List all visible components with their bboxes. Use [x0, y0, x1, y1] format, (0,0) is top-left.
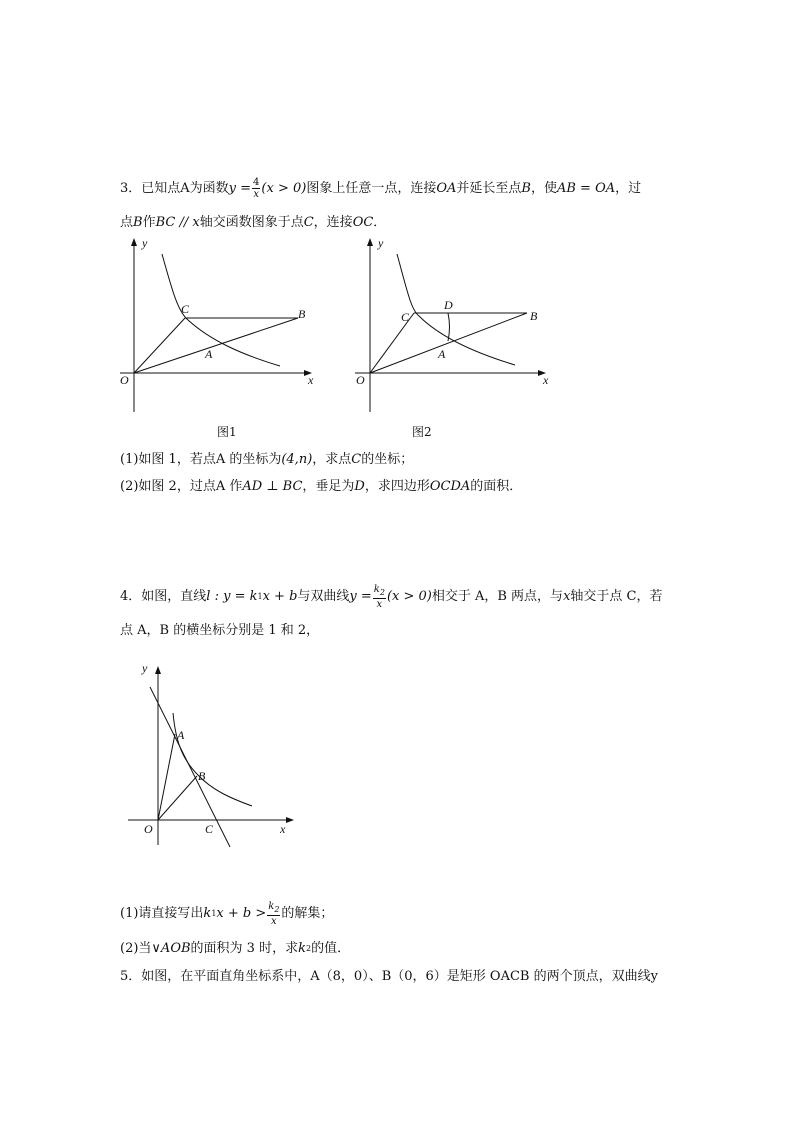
- fig2-label-y: y: [378, 236, 384, 250]
- p4-x-arrow: [286, 817, 294, 823]
- p3-line1: 3． 已知点A为函数 y = $\frac{4}{x}$ (x > 0) 图象上任意一点，连接 OA 并延长至点 B ，使 AB = OA ，过: [120, 177, 642, 200]
- p4-label-C: C: [205, 822, 214, 836]
- p3-question2: (2)如图 2，过点A 作 AD ⊥ BC ，垂足为 D ，求四边形 OCDA 的面积．: [120, 479, 523, 494]
- p4-label-y: y: [142, 661, 148, 675]
- fig2-segment-OB: [370, 313, 527, 373]
- p4-segment-OB: [158, 776, 197, 820]
- fig1-caption: 图1: [217, 425, 237, 439]
- fig2-segment-AD: [448, 313, 450, 341]
- p4-figure: [120, 655, 305, 855]
- fig1-label-x: x: [308, 373, 314, 387]
- p4-question1: (1)请直接写出 k 1 x + b > $\frac{k_2}{x}$ 的解集；: [120, 901, 334, 927]
- fig1-label-O: O: [120, 373, 129, 387]
- p4-label-A: A: [177, 728, 185, 742]
- p4-fraction: $\frac{k_2}{x}$: [373, 584, 385, 610]
- p4-y-arrow: [155, 666, 161, 674]
- p3-fraction: $\frac{4}{x}$: [253, 177, 260, 200]
- p4-line-l: [150, 687, 230, 847]
- p3-question1: (1)如图 1，若点A 的坐标为 (4,n) ，求点 C 的坐标；: [120, 452, 414, 467]
- p4-q1-fraction: $\frac{k_2}{x}$: [268, 901, 280, 927]
- p4-question2: (2)当 ∨AOB 的面积为 3 时，求 k 2 的值．: [120, 941, 351, 956]
- fig2-hyperbola: [397, 254, 515, 365]
- fig1-segment-OB: [134, 318, 298, 373]
- fig2-y-arrow: [367, 238, 373, 246]
- fig1-label-y: y: [142, 236, 148, 250]
- p3-number: 3．: [120, 180, 142, 196]
- fig2-label-D: D: [444, 298, 453, 312]
- fig2-label-B: B: [530, 309, 538, 323]
- fig2-label-O: O: [356, 373, 365, 387]
- fig1-label-C: C: [181, 302, 190, 316]
- p4-hyperbola: [173, 713, 252, 806]
- p3-line2: 点 B 作 BC // x 轴交函数图象于点 C ，连接 OC ．: [120, 215, 387, 230]
- p4-segment-OA: [158, 734, 175, 820]
- fig1-label-B: B: [298, 307, 306, 321]
- p4-number: 4．: [120, 589, 142, 604]
- fig2-caption: 图2: [412, 425, 432, 439]
- p5-line1: 5．如图，在平面直角坐标系中，A（8，0）、B（0，6）是矩形 OACB 的两个顶点，双曲线y: [120, 969, 658, 984]
- p4-label-B: B: [198, 769, 206, 783]
- fig2-label-x: x: [543, 373, 549, 387]
- p4-line1: 4． 如图，直线 l : y = k 1 x + b 与双曲线 y = $\frac{k_2}{x}$ (x > 0) 相交于 A，B 两点，与 x 轴交于点 C，若: [120, 584, 663, 610]
- fig1-y-arrow: [131, 238, 137, 246]
- fig2-label-C: C: [401, 310, 410, 324]
- fig2-label-A: A: [438, 347, 446, 361]
- p3-figure1: [110, 232, 325, 417]
- fig1-hyperbola: [162, 254, 280, 366]
- fig1-label-A: A: [205, 347, 213, 361]
- p4-label-x: x: [280, 822, 286, 836]
- p3-figure2: [347, 232, 557, 417]
- p4-line2: 点 A，B 的横坐标分别是 1 和 2，: [120, 623, 320, 638]
- p4-label-O: O: [144, 822, 153, 836]
